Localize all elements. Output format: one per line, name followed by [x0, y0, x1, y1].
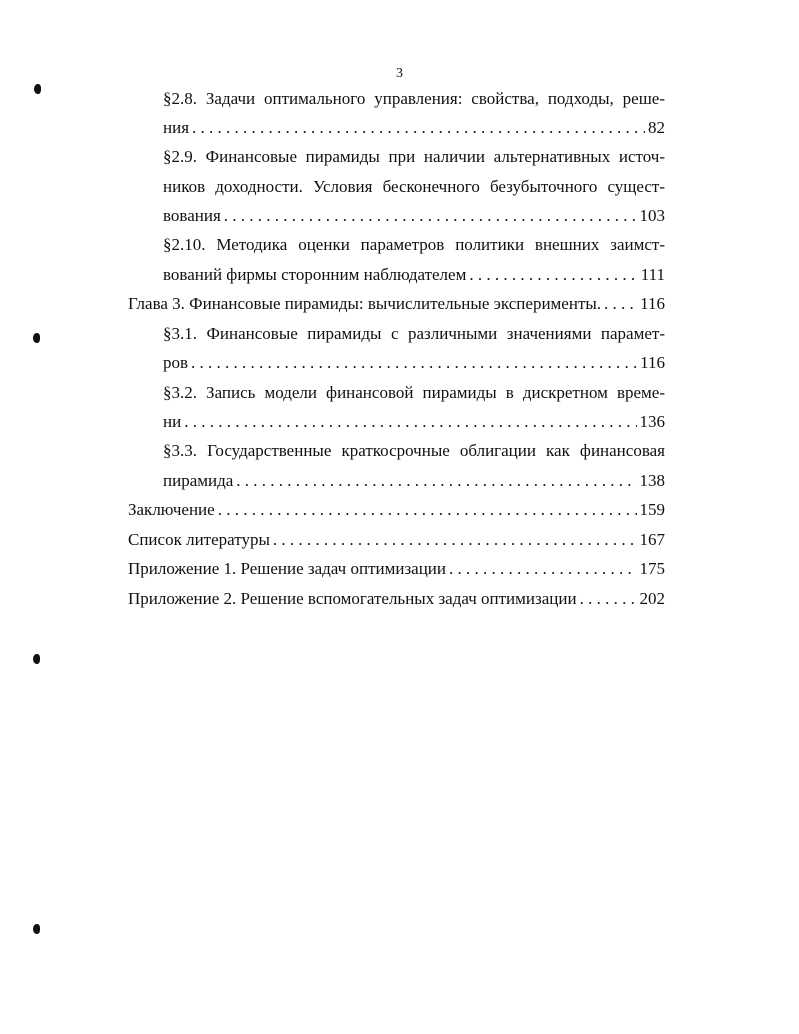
dot-leader — [192, 113, 645, 143]
toc-entry-3-3[interactable] — [163, 466, 665, 496]
dot-leader — [218, 495, 637, 525]
toc-entry-text: ни — [163, 412, 182, 431]
toc-appendix-1[interactable] — [128, 554, 665, 584]
toc-entry-3-3-line1: §3.3. Государственные краткосрочные облигации как финансовая — [163, 441, 665, 460]
toc-entry-text: Приложение 2. Решение вспомогательных задач оптимизации — [128, 589, 577, 608]
dot-leader — [236, 466, 636, 496]
dot-leader — [449, 554, 636, 584]
toc-page-number: 116 — [640, 294, 665, 313]
toc-page-number: 159 — [639, 500, 665, 519]
toc-entry-text: ния — [163, 118, 190, 137]
toc-page-number: 202 — [639, 589, 665, 608]
dot-leader — [184, 407, 636, 437]
dot-leader — [580, 584, 637, 614]
toc-entry-text: вований фирмы сторонним наблюдателем — [163, 265, 467, 284]
toc-entry-2-8-line1: §2.8. Задачи оптимального управления: свойства, подходы, реше- — [163, 89, 665, 108]
toc-entry-2-9-line1: §2.9. Финансовые пирамиды при наличии альтернативных источ- — [163, 147, 665, 166]
binding-hole-mark — [33, 654, 40, 664]
toc-entry-3-1-line1: §3.1. Финансовые пирамиды с различными значениями парамет- — [163, 324, 665, 343]
toc-chapter-3[interactable] — [128, 289, 665, 319]
binding-hole-mark — [33, 924, 40, 934]
toc-entry-text: пирамида — [163, 471, 234, 490]
dot-leader — [273, 525, 637, 555]
dot-leader — [191, 348, 637, 378]
dot-leader — [224, 201, 637, 231]
toc-conclusion[interactable] — [128, 495, 665, 525]
toc-entry-text: ров — [163, 353, 189, 372]
toc-entry-2-10[interactable] — [163, 260, 665, 290]
toc-entry-text: вования — [163, 206, 221, 225]
binding-hole-mark — [34, 84, 41, 94]
toc-entry-2-9-line2: ников доходности. Условия бесконечного безубыточного сущест- — [163, 177, 665, 196]
toc-entry-3-2[interactable] — [163, 407, 665, 437]
toc-entry-text: Заключение — [128, 500, 215, 519]
toc-appendix-2[interactable] — [128, 584, 665, 614]
toc-entry-text: Приложение 1. Решение задач оптимизации — [128, 559, 447, 578]
toc-references[interactable] — [128, 525, 665, 555]
dot-leader — [604, 289, 637, 319]
toc-page-number: 136 — [639, 412, 665, 431]
toc-page-number: 138 — [639, 471, 665, 490]
dot-leader — [469, 260, 637, 290]
toc-page-number: 103 — [639, 206, 665, 225]
toc-entry-2-9[interactable] — [163, 201, 665, 231]
toc-entry-3-1[interactable] — [163, 348, 665, 378]
toc-entry-text: Список литературы — [128, 530, 270, 549]
toc-entry-text: Глава 3. Финансовые пирамиды: вычислительные эксперименты. — [128, 294, 602, 313]
toc-page-number: 167 — [639, 530, 665, 549]
toc-entry-3-2-line1: §3.2. Запись модели финансовой пирамиды в дискретном време- — [163, 383, 665, 402]
toc-entry-2-10-line1: §2.10. Методика оценки параметров политики внешних заимст- — [163, 235, 665, 254]
binding-hole-mark — [33, 333, 40, 343]
toc-entry-2-8[interactable] — [163, 113, 665, 143]
toc-page-number: 111 — [640, 265, 665, 284]
toc-page-number: 175 — [639, 559, 665, 578]
toc-page-number: 82 — [648, 118, 665, 137]
page-number: 3 — [396, 66, 403, 81]
toc-page-number: 116 — [640, 353, 665, 372]
